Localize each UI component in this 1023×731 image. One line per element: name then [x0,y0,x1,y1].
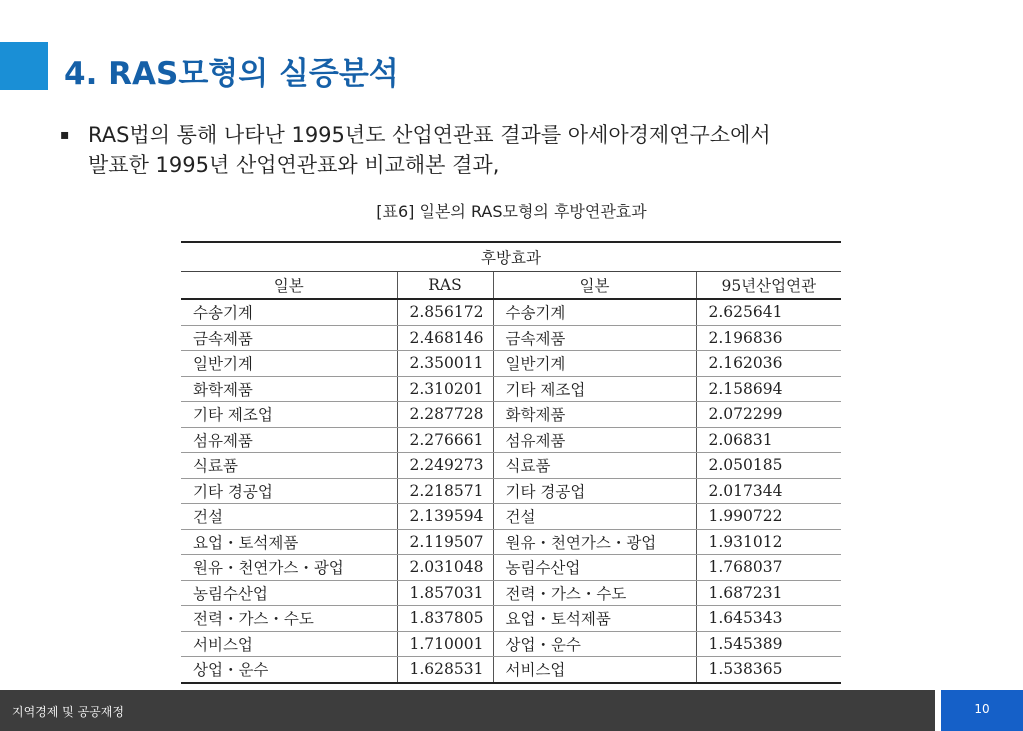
table-cell: 2.350011 [397,351,493,377]
table-cell: 기타 제조업 [181,402,397,428]
table-row [181,351,841,377]
table-cell: 2.196836 [696,325,841,351]
table-cell: 1.628531 [397,657,493,683]
table-row [181,478,841,504]
table-cell: 2.072299 [696,402,841,428]
table-cell: 2.625641 [696,299,841,325]
column-header: RAS [397,272,493,300]
table-group-header-row [181,242,841,272]
table-cell: 화학제품 [181,376,397,402]
table-cell: 화학제품 [493,402,696,428]
table-row [181,529,841,555]
table-row [181,376,841,402]
slide-title: 4. RAS모형의 실증분석 [64,56,399,92]
table-cell: 2.162036 [696,351,841,377]
table-row [181,580,841,606]
footer-text: 지역경제 및 공공재정 [12,705,124,719]
bullet-text: RAS법의 통해 나타난 1995년도 산업연관표 결과를 아세아경제연구소에서 발표한 1995년 산업연관표와 비교해본 결과, [88,123,771,177]
table-cell: 2.139594 [397,504,493,530]
backward-linkage-table [181,241,841,684]
data-table [181,241,841,684]
table-cell: 기타 제조업 [493,376,696,402]
page-number-box [941,690,1023,731]
table-cell: 2.119507 [397,529,493,555]
column-header: 95년산업연관 [696,272,841,300]
table-cell: 2.856172 [397,299,493,325]
table-cell: 금속제품 [181,325,397,351]
table-cell: 원유・천연가스・광업 [493,529,696,555]
table-row [181,631,841,657]
table-cell: 전력・가스・수도 [493,580,696,606]
table-cell: 섬유제품 [181,427,397,453]
table-cell: 금속제품 [493,325,696,351]
table-body [181,299,841,683]
table-cell: 농림수산업 [181,580,397,606]
table-cell: 2.276661 [397,427,493,453]
table-cell: 원유・천연가스・광업 [181,555,397,581]
title-accent-block [0,42,48,90]
table-cell: 수송기계 [181,299,397,325]
table-cell: 2.158694 [696,376,841,402]
page-number: 10 [974,702,990,716]
table-cell: 수송기계 [493,299,696,325]
table-cell: 1.545389 [696,631,841,657]
table-cell: 건설 [493,504,696,530]
table-cell: 1.837805 [397,606,493,632]
table-cell: 서비스업 [493,657,696,683]
table-row [181,453,841,479]
table-cell: 2.310201 [397,376,493,402]
table-cell: 1.710001 [397,631,493,657]
table-row [181,402,841,428]
column-header: 일본 [181,272,397,300]
table-cell: 1.687231 [696,580,841,606]
table-cell: 기타 경공업 [181,478,397,504]
table-cell: 상업・운수 [181,657,397,683]
table-cell: 1.645343 [696,606,841,632]
table-cell: 서비스업 [181,631,397,657]
table-cell: 2.249273 [397,453,493,479]
footer-bar [0,690,935,731]
table-cell: 2.468146 [397,325,493,351]
table-cell: 요업・토석제품 [181,529,397,555]
table-row [181,325,841,351]
bullet-marker: ▪ [60,127,70,143]
table-row [181,504,841,530]
table-cell: 식료품 [493,453,696,479]
table-caption: [표6] 일본의 RAS모형의 후방연관효과 [376,202,647,221]
table-cell: 상업・운수 [493,631,696,657]
table-cell: 건설 [181,504,397,530]
column-header: 일본 [493,272,696,300]
table-cell: 2.287728 [397,402,493,428]
table-cell: 1.990722 [696,504,841,530]
table-cell: 요업・토석제품 [493,606,696,632]
bullet-item [60,120,960,180]
group-header: 후방효과 [181,242,841,272]
table-cell: 2.218571 [397,478,493,504]
table-cell: 2.050185 [696,453,841,479]
table-cell: 1.538365 [696,657,841,683]
table-column-header-row [181,272,841,300]
table-cell: 2.031048 [397,555,493,581]
table-row [181,606,841,632]
table-cell: 1.857031 [397,580,493,606]
table-cell: 2.017344 [696,478,841,504]
table-cell: 일반기계 [493,351,696,377]
table-cell: 섬유제품 [493,427,696,453]
table-cell: 식료품 [181,453,397,479]
table-cell: 1.768037 [696,555,841,581]
table-cell: 농림수산업 [493,555,696,581]
table-row [181,299,841,325]
table-cell: 기타 경공업 [493,478,696,504]
table-cell: 2.06831 [696,427,841,453]
table-row [181,657,841,683]
table-row [181,427,841,453]
table-cell: 일반기계 [181,351,397,377]
table-cell: 전력・가스・수도 [181,606,397,632]
table-row [181,555,841,581]
table-cell: 1.931012 [696,529,841,555]
